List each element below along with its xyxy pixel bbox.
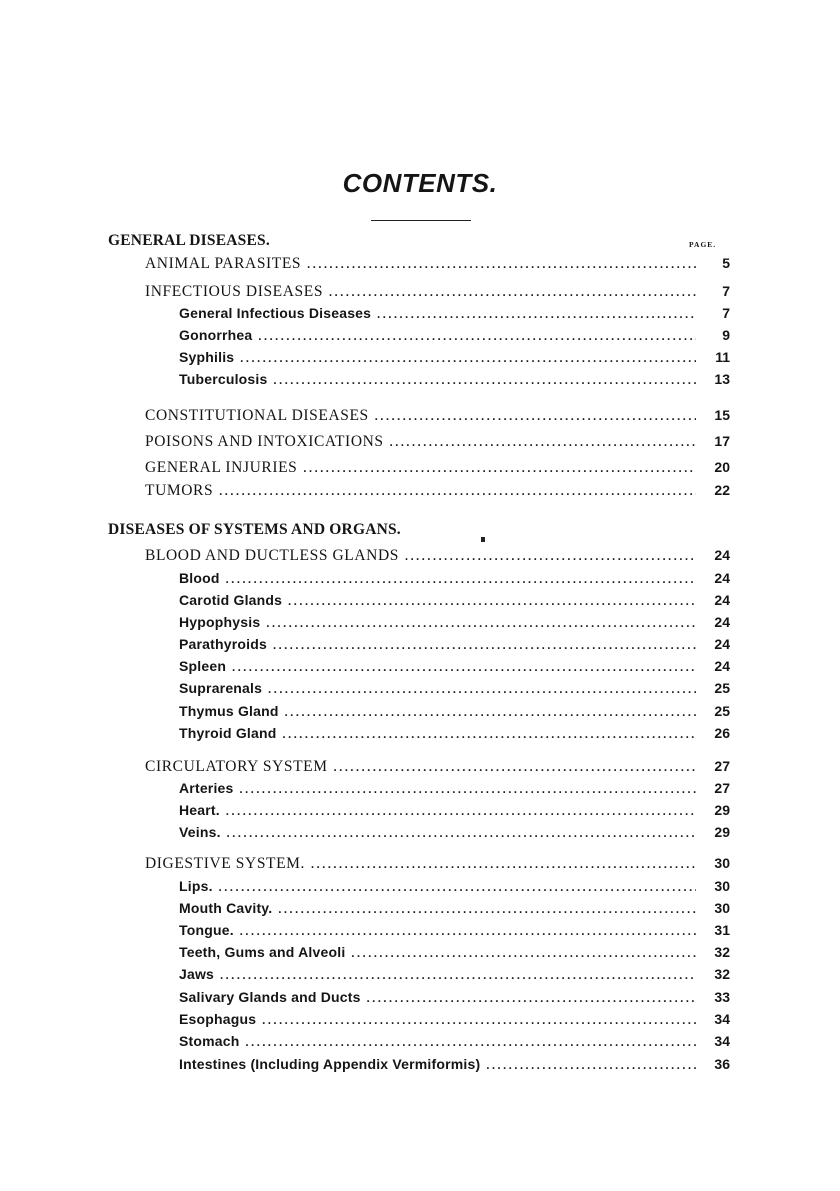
dot-leader: [351, 946, 696, 961]
toc-entry-circulatory-system: [145, 758, 730, 780]
entry-label: Stomach: [179, 1033, 240, 1049]
toc-entry-animal-parasites: [145, 255, 730, 277]
toc-entry-thymus-gland: [179, 703, 730, 725]
entry-page: 27: [714, 758, 730, 774]
entry-page: 29: [714, 824, 730, 840]
dot-leader: [258, 329, 696, 344]
dot-leader: [405, 549, 696, 564]
dot-leader: [288, 594, 696, 609]
entry-label: General Infectious Diseases: [179, 305, 372, 321]
dot-leader: [278, 902, 696, 917]
toc-entry-tumors: [145, 482, 730, 504]
toc-entry-arteries: [179, 780, 730, 802]
section-heading-systems-and-organs: DISEASES OF SYSTEMS AND ORGANS.: [108, 521, 401, 538]
toc-entry-veins: [179, 824, 730, 846]
toc-entry-general-injuries: [145, 459, 730, 481]
toc-entry-tongue: [179, 922, 730, 944]
dot-leader: [226, 572, 696, 587]
entry-label: BLOOD AND DUCTLESS GLANDS: [145, 547, 399, 564]
entry-page: 33: [714, 989, 730, 1005]
entry-page: 22: [714, 482, 730, 498]
entry-page: 30: [714, 900, 730, 916]
entry-label: Hypophysis: [179, 614, 261, 630]
dot-leader: [283, 727, 697, 742]
dot-leader: [268, 682, 696, 697]
entry-label: INFECTIOUS DISEASES: [145, 283, 324, 300]
entry-page: 31: [714, 922, 730, 938]
entry-page: 13: [714, 371, 730, 387]
entry-page: 29: [714, 802, 730, 818]
entry-label: Gonorrhea: [179, 327, 253, 343]
toc-entry-heart: [179, 802, 730, 824]
entry-page: 36: [714, 1056, 730, 1072]
entry-page: 24: [714, 547, 730, 563]
entry-page: 30: [714, 878, 730, 894]
entry-page: 20: [714, 459, 730, 475]
toc-entry-digestive-system: [145, 855, 730, 877]
dot-leader: [285, 705, 696, 720]
entry-page: 17: [714, 433, 730, 449]
toc-entry-parathyroids: [179, 636, 730, 658]
toc-entry-hypophysis: [179, 614, 730, 636]
entry-page: 34: [714, 1033, 730, 1049]
entry-label: DIGESTIVE SYSTEM.: [145, 855, 306, 872]
entry-page: 25: [714, 703, 730, 719]
entry-label: Esophagus: [179, 1011, 257, 1027]
toc-entry-syphilis: [179, 349, 730, 371]
dot-leader: [274, 373, 697, 388]
entry-page: 24: [714, 636, 730, 652]
entry-page: 7: [722, 305, 730, 321]
dot-leader: [232, 660, 696, 675]
toc-entry-thyroid-gland: [179, 725, 730, 747]
entry-label: Salivary Glands and Ducts: [179, 989, 361, 1005]
dot-leader: [307, 257, 696, 272]
dot-leader: [273, 638, 696, 653]
entry-label: Jaws: [179, 966, 215, 982]
page-column-header: PAGE.: [689, 240, 717, 249]
dot-leader: [311, 857, 696, 872]
entry-label: Blood: [179, 570, 220, 586]
entry-label: TUMORS: [145, 482, 214, 499]
toc-entry-stomach: [179, 1033, 730, 1055]
toc-entry-tuberculosis: [179, 371, 730, 393]
entry-label: Arteries: [179, 780, 234, 796]
entry-page: 5: [722, 255, 730, 271]
toc-entry-mouth-cavity: [179, 900, 730, 922]
entry-label: Intestines (Including Appendix Vermiformis): [179, 1056, 481, 1072]
dot-leader: [329, 285, 696, 300]
entry-page: 32: [714, 966, 730, 982]
toc-entry-constitutional-diseases: [145, 407, 730, 429]
dot-leader: [246, 1035, 696, 1050]
dot-leader: [367, 991, 696, 1006]
entry-label: CONSTITUTIONAL DISEASES: [145, 407, 369, 424]
toc-entry-spleen: [179, 658, 730, 680]
toc-entry-general-infectious-diseases: [179, 305, 730, 327]
toc-entry-lips: [179, 878, 730, 900]
dot-leader: [240, 351, 696, 366]
toc-entry-infectious-diseases: [145, 283, 730, 305]
entry-label: Thymus Gland: [179, 703, 279, 719]
entry-label: Carotid Glands: [179, 592, 283, 608]
dot-leader: [227, 826, 696, 841]
toc-entry-teeth-gums-alveoli: [179, 944, 730, 966]
dot-leader: [375, 409, 696, 424]
entry-page: 24: [714, 570, 730, 586]
entry-label: Tuberculosis: [179, 371, 268, 387]
entry-label: Veins.: [179, 824, 221, 840]
dot-leader: [266, 616, 696, 631]
entry-label: Heart.: [179, 802, 220, 818]
toc-entry-esophagus: [179, 1011, 730, 1033]
dot-leader: [240, 782, 696, 797]
toc-entry-suprarenals: [179, 680, 730, 702]
toc-entry-gonorrhea: [179, 327, 730, 349]
dot-leader: [486, 1058, 696, 1073]
entry-page: 7: [722, 283, 730, 299]
entry-label: POISONS AND INTOXICATIONS: [145, 433, 384, 450]
entry-page: 30: [714, 855, 730, 871]
entry-label: Tongue.: [179, 922, 234, 938]
entry-label: GENERAL INJURIES: [145, 459, 298, 476]
entry-page: 24: [714, 592, 730, 608]
dot-leader: [262, 1013, 696, 1028]
entry-label: Teeth, Gums and Alveoli: [179, 944, 346, 960]
entry-page: 24: [714, 658, 730, 674]
toc-entry-blood: [179, 570, 730, 592]
entry-label: ANIMAL PARASITES: [145, 255, 302, 272]
entry-label: Mouth Cavity.: [179, 900, 273, 916]
entry-label: CIRCULATORY SYSTEM: [145, 758, 328, 775]
dot-leader: [390, 435, 696, 450]
toc-entry-blood-and-ductless-glands: [145, 547, 730, 569]
dot-leader: [377, 307, 696, 322]
entry-page: 11: [715, 349, 730, 365]
dot-leader: [303, 461, 696, 476]
entry-label: Lips.: [179, 878, 213, 894]
toc-entry-carotid-glands: [179, 592, 730, 614]
entry-label: Spleen: [179, 658, 227, 674]
page-title: CONTENTS.: [342, 168, 498, 198]
title-rule: [371, 220, 471, 221]
entry-page: 27: [714, 780, 730, 796]
dot-leader: [334, 760, 696, 775]
dot-leader: [219, 880, 696, 895]
entry-page: 24: [714, 614, 730, 630]
entry-label: Syphilis: [179, 349, 235, 365]
dot-leader: [220, 968, 696, 983]
entry-page: 9: [722, 327, 730, 343]
toc-entry-salivary-glands-and-ducts: [179, 989, 730, 1011]
entry-page: 25: [714, 680, 730, 696]
section-heading-general-diseases: GENERAL DISEASES.: [108, 232, 270, 249]
toc-entry-intestines: [179, 1056, 730, 1078]
entry-page: 15: [714, 407, 730, 423]
dot-leader: [219, 484, 696, 499]
entry-label: Parathyroids: [179, 636, 267, 652]
ink-mark: [481, 537, 485, 542]
entry-label: Thyroid Gland: [179, 725, 277, 741]
dot-leader: [240, 924, 696, 939]
toc-entry-jaws: [179, 966, 730, 988]
entry-page: 26: [714, 725, 730, 741]
entry-page: 32: [714, 944, 730, 960]
dot-leader: [226, 804, 696, 819]
entry-label: Suprarenals: [179, 680, 263, 696]
toc-entry-poisons-and-intoxications: [145, 433, 730, 455]
entry-page: 34: [714, 1011, 730, 1027]
